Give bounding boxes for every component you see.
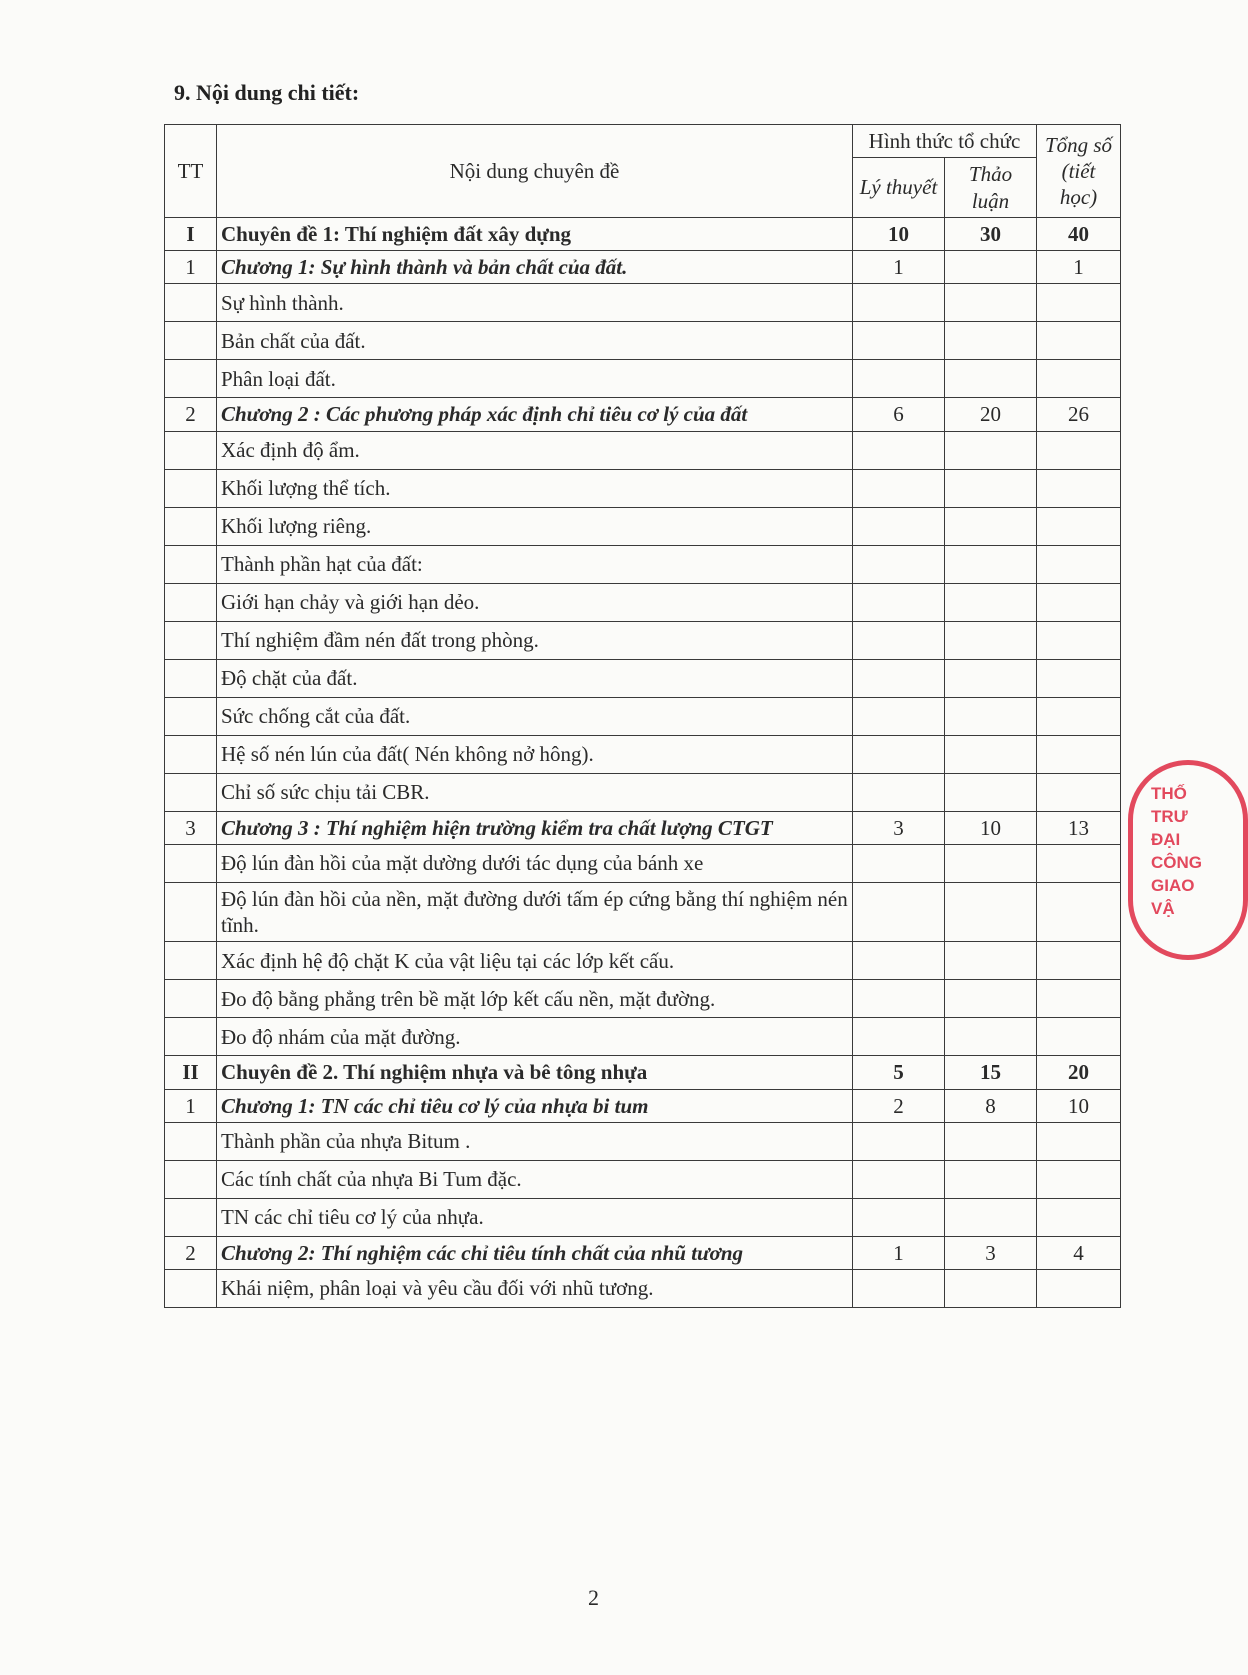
row-text: Giới hạn chảy và giới hạn dẻo. <box>217 583 853 621</box>
row-text: Chương 2: Thí nghiệm các chỉ tiêu tính chất của nhũ tương <box>217 1236 853 1269</box>
row-theory: 2 <box>853 1089 945 1122</box>
row-text: Thành phần hạt của đất: <box>217 545 853 583</box>
row-theory <box>853 545 945 583</box>
row-theory: 10 <box>853 217 945 250</box>
item-row <box>165 469 1121 507</box>
row-total <box>1037 507 1121 545</box>
row-total <box>1037 621 1121 659</box>
row-discussion: 15 <box>945 1056 1037 1089</box>
row-discussion <box>945 942 1037 980</box>
row-text: Sự hình thành. <box>217 284 853 322</box>
row-total <box>1037 980 1121 1018</box>
stamp-text-line: ĐẠI <box>1151 829 1181 849</box>
row-tt <box>165 431 217 469</box>
row-text: Xác định hệ độ chặt K của vật liệu tại các lớp kết cấu. <box>217 942 853 980</box>
row-tt <box>165 583 217 621</box>
row-theory <box>853 1018 945 1056</box>
row-tt <box>165 735 217 773</box>
row-text: Chương 2 : Các phương pháp xác định chỉ tiêu cơ lý của đất <box>217 398 853 431</box>
row-tt <box>165 1160 217 1198</box>
row-theory: 1 <box>853 251 945 284</box>
row-tt <box>165 942 217 980</box>
table-body <box>165 217 1121 1307</box>
header-total: Tổng số (tiết học) <box>1037 125 1121 218</box>
header-tt: TT <box>165 125 217 218</box>
row-discussion <box>945 659 1037 697</box>
row-text: Đo độ bằng phẳng trên bề mặt lớp kết cấu nền, mặt đường. <box>217 980 853 1018</box>
row-total <box>1037 431 1121 469</box>
row-theory <box>853 469 945 507</box>
item-row <box>165 735 1121 773</box>
row-total <box>1037 469 1121 507</box>
item-row <box>165 1270 1121 1308</box>
row-discussion <box>945 507 1037 545</box>
row-text: Chương 1: Sự hình thành và bản chất của đất. <box>217 251 853 284</box>
item-row <box>165 697 1121 735</box>
row-tt: 2 <box>165 1236 217 1269</box>
row-discussion: 20 <box>945 398 1037 431</box>
row-discussion <box>945 1122 1037 1160</box>
row-theory <box>853 773 945 811</box>
row-discussion <box>945 322 1037 360</box>
row-theory <box>853 1198 945 1236</box>
row-discussion <box>945 1270 1037 1308</box>
row-tt <box>165 844 217 882</box>
row-total <box>1037 735 1121 773</box>
row-text: Bản chất của đất. <box>217 322 853 360</box>
header-content: Nội dung chuyên đề <box>217 125 853 218</box>
row-theory <box>853 735 945 773</box>
row-theory <box>853 507 945 545</box>
header-discussion: Thảo luận <box>945 158 1037 218</box>
row-total <box>1037 1198 1121 1236</box>
row-tt <box>165 697 217 735</box>
item-row <box>165 1198 1121 1236</box>
item-row <box>165 659 1121 697</box>
item-row <box>165 942 1121 980</box>
row-discussion <box>945 1018 1037 1056</box>
row-text: Khái niệm, phân loại và yêu cầu đối với nhũ tương. <box>217 1270 853 1308</box>
row-theory <box>853 360 945 398</box>
item-row <box>165 545 1121 583</box>
row-theory <box>853 980 945 1018</box>
item-row <box>165 431 1121 469</box>
row-discussion: 10 <box>945 811 1037 844</box>
row-total <box>1037 659 1121 697</box>
row-discussion <box>945 980 1037 1018</box>
row-theory <box>853 697 945 735</box>
row-total <box>1037 360 1121 398</box>
red-seal-stamp <box>1128 760 1248 960</box>
stamp-text-line: THỐ <box>1151 784 1187 803</box>
stamp-text-line: VẬ <box>1151 898 1175 918</box>
row-tt <box>165 980 217 1018</box>
row-total: 40 <box>1037 217 1121 250</box>
item-row <box>165 583 1121 621</box>
row-theory: 6 <box>853 398 945 431</box>
row-text: Chuyên đề 2. Thí nghiệm nhựa và bê tông nhựa <box>217 1056 853 1089</box>
row-tt <box>165 621 217 659</box>
row-text: Các tính chất của nhựa Bi Tum đặc. <box>217 1160 853 1198</box>
row-total <box>1037 1122 1121 1160</box>
row-discussion <box>945 735 1037 773</box>
item-row <box>165 284 1121 322</box>
item-row <box>165 844 1121 882</box>
row-tt <box>165 507 217 545</box>
item-row <box>165 1160 1121 1198</box>
row-tt <box>165 659 217 697</box>
row-theory <box>853 659 945 697</box>
row-theory <box>853 583 945 621</box>
header-theory: Lý thuyết <box>853 158 945 218</box>
row-discussion <box>945 1198 1037 1236</box>
stamp-text-line: TRƯ <box>1151 806 1188 826</box>
row-text: Độ lún đàn hồi của mặt dường dưới tác dụng của bánh xe <box>217 844 853 882</box>
content-table <box>164 124 1121 1308</box>
row-text: Hệ số nén lún của đất( Nén không nở hông). <box>217 735 853 773</box>
row-text: Xác định độ ẩm. <box>217 431 853 469</box>
row-discussion <box>945 469 1037 507</box>
item-row <box>165 621 1121 659</box>
row-discussion: 8 <box>945 1089 1037 1122</box>
row-text: Chương 3 : Thí nghiệm hiện trường kiểm tra chất lượng CTGT <box>217 811 853 844</box>
topic-row <box>165 217 1121 250</box>
row-total <box>1037 545 1121 583</box>
row-total: 13 <box>1037 811 1121 844</box>
row-discussion <box>945 697 1037 735</box>
row-theory <box>853 621 945 659</box>
row-theory <box>853 882 945 942</box>
chapter-row <box>165 398 1121 431</box>
row-text: Chương 1: TN các chỉ tiêu cơ lý của nhựa bi tum <box>217 1089 853 1122</box>
item-row <box>165 1018 1121 1056</box>
row-total <box>1037 1270 1121 1308</box>
row-tt <box>165 1198 217 1236</box>
row-text: TN các chỉ tiêu cơ lý của nhựa. <box>217 1198 853 1236</box>
row-text: Chuyên đề 1: Thí nghiệm đất xây dựng <box>217 217 853 250</box>
row-total <box>1037 942 1121 980</box>
row-text: Sức chống cắt của đất. <box>217 697 853 735</box>
item-row <box>165 322 1121 360</box>
row-theory <box>853 942 945 980</box>
item-row <box>165 1122 1121 1160</box>
section-heading: 9. Nội dung chi tiết: <box>174 80 360 105</box>
row-text: Đo độ nhám của mặt đường. <box>217 1018 853 1056</box>
row-discussion <box>945 545 1037 583</box>
row-theory <box>853 284 945 322</box>
row-text: Thí nghiệm đầm nén đất trong phòng. <box>217 621 853 659</box>
row-theory <box>853 1122 945 1160</box>
row-text: Chỉ số sức chịu tải CBR. <box>217 773 853 811</box>
row-total <box>1037 284 1121 322</box>
page-number: 2 <box>588 1585 599 1610</box>
row-tt <box>165 469 217 507</box>
row-theory <box>853 844 945 882</box>
row-theory: 3 <box>853 811 945 844</box>
row-total: 4 <box>1037 1236 1121 1269</box>
stamp-text-line: CÔNG <box>1151 852 1202 872</box>
row-theory: 1 <box>853 1236 945 1269</box>
row-theory <box>853 322 945 360</box>
row-discussion <box>945 360 1037 398</box>
row-discussion <box>945 1160 1037 1198</box>
row-tt <box>165 284 217 322</box>
row-total: 10 <box>1037 1089 1121 1122</box>
row-total: 26 <box>1037 398 1121 431</box>
row-text: Khối lượng thể tích. <box>217 469 853 507</box>
row-total <box>1037 844 1121 882</box>
header-form: Hình thức tổ chức <box>853 125 1037 158</box>
row-text: Phân loại đất. <box>217 360 853 398</box>
item-row <box>165 773 1121 811</box>
row-discussion <box>945 621 1037 659</box>
row-discussion <box>945 882 1037 942</box>
row-total <box>1037 1160 1121 1198</box>
row-total <box>1037 322 1121 360</box>
chapter-row <box>165 1089 1121 1122</box>
row-tt: 1 <box>165 1089 217 1122</box>
row-tt: 2 <box>165 398 217 431</box>
row-discussion <box>945 773 1037 811</box>
row-tt <box>165 1018 217 1056</box>
stamp-text-line: GIAO <box>1151 875 1195 895</box>
row-tt <box>165 773 217 811</box>
item-row <box>165 980 1121 1018</box>
item-row <box>165 882 1121 942</box>
row-discussion <box>945 431 1037 469</box>
row-tt <box>165 322 217 360</box>
row-theory: 5 <box>853 1056 945 1089</box>
row-discussion: 3 <box>945 1236 1037 1269</box>
row-total <box>1037 1018 1121 1056</box>
chapter-row <box>165 251 1121 284</box>
row-total <box>1037 773 1121 811</box>
row-tt <box>165 545 217 583</box>
row-discussion <box>945 251 1037 284</box>
row-total <box>1037 697 1121 735</box>
row-tt: 1 <box>165 251 217 284</box>
item-row <box>165 360 1121 398</box>
chapter-row <box>165 811 1121 844</box>
row-tt: I <box>165 217 217 250</box>
row-tt <box>165 360 217 398</box>
row-text: Độ lún đàn hồi của nền, mặt đường dưới tấm ép cứng bằng thí nghiệm nén tĩnh. <box>217 882 853 942</box>
row-total <box>1037 882 1121 942</box>
row-tt <box>165 882 217 942</box>
row-total <box>1037 583 1121 621</box>
row-theory <box>853 1160 945 1198</box>
row-text: Khối lượng riêng. <box>217 507 853 545</box>
row-tt: II <box>165 1056 217 1089</box>
row-tt <box>165 1122 217 1160</box>
row-text: Thành phần của nhựa Bitum . <box>217 1122 853 1160</box>
row-total: 20 <box>1037 1056 1121 1089</box>
row-discussion <box>945 284 1037 322</box>
row-text: Độ chặt của đất. <box>217 659 853 697</box>
row-discussion <box>945 844 1037 882</box>
chapter-row <box>165 1236 1121 1269</box>
row-tt: 3 <box>165 811 217 844</box>
row-theory <box>853 431 945 469</box>
topic-row <box>165 1056 1121 1089</box>
row-theory <box>853 1270 945 1308</box>
row-discussion: 30 <box>945 217 1037 250</box>
row-tt <box>165 1270 217 1308</box>
item-row <box>165 507 1121 545</box>
row-total: 1 <box>1037 251 1121 284</box>
row-discussion <box>945 583 1037 621</box>
